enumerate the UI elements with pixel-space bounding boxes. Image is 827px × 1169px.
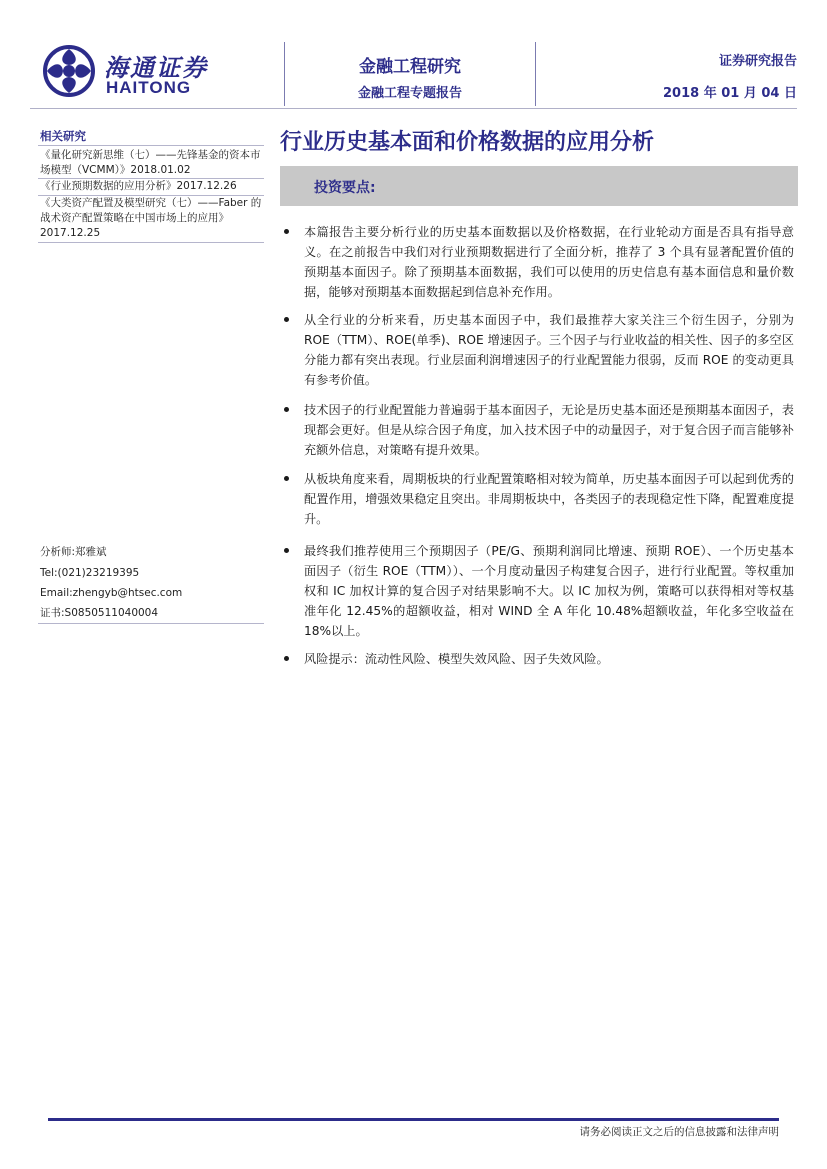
bullet-icon (284, 407, 289, 412)
key-point-text: 风险提示：流动性风险、模型失效风险、因子失效风险。 (304, 652, 609, 666)
sidebar-rule (38, 242, 264, 243)
key-points-banner (280, 166, 798, 206)
key-point-text: 本篇报告主要分析行业的历史基本面数据以及价格数据，在行业轮动方面是否具有指导意义。在之前报告中我们对行业预期数据进行了全面分析，推荐了 3 个具有显著配置价值的预期基本面因子。除了预期基本面数据，我们可以使用的历史信息有基本面信息和量价数据，能够对预期基本面数据起到信息补充作用。 (304, 225, 794, 299)
key-point (284, 400, 794, 460)
report-type: 证券研究报告 (718, 54, 797, 69)
logo-english-name: HAITONG (106, 78, 192, 97)
report-date: 2018 年 01 月 04 日 (663, 86, 797, 101)
key-point (284, 541, 794, 641)
bullet-icon (284, 476, 289, 481)
key-point (284, 469, 794, 529)
related-research-item[interactable]: 《大类资产配置及模型研究（七）——Faber 的战术资产配置策略在中国市场上的应用》2017.12.25 (40, 197, 262, 239)
report-series: 金融工程专题报告 (357, 86, 462, 101)
key-point-text: 技术因子的行业配置能力普遍弱于基本面因子，无论是历史基本面还是预期基本面因子，表现都会更好。但是从综合因子角度，加入技术因子中的动量因子，对于复合因子而言能够补充额外信息，对策略有提升效果。 (304, 403, 794, 457)
haitong-logo (42, 44, 262, 104)
sidebar-rule (38, 623, 264, 624)
analyst-cert: 证书:S0850511040004 (40, 607, 159, 619)
key-point-text: 从全行业的分析来看，历史基本面因子中，我们最推荐大家关注三个衍生因子，分别为 ROE（TTM）、ROE(单季)、ROE 增速因子。三个因子与行业收益的相关性、因子的多空区分能力都有突出表现。行业层面利润增速因子的行业配置能力很弱，反而 ROE 的变动更具有参考价值。 (304, 313, 794, 387)
related-research-title: 相关研究 (40, 129, 86, 143)
key-point-text: 最终我们推荐使用三个预期因子（PE/G、预期利润同比增速、预期 ROE）、一个历史基本面因子（衍生 ROE（TTM））、一个月度动量因子构建复合因子，进行行业配置。等权重加权和 IC 加权计算的复合因子对结果影响不大。以 IC 加权为例，策略可以获得相对等权基准年化 12.45%的超额收益，相对 WIND 全 A 年化 10.48%超额收益，年化多空收益在 18%以上。 (304, 544, 794, 638)
bullet-icon (284, 317, 289, 322)
bullet-icon (284, 229, 289, 234)
analyst-email[interactable]: Email:zhengyb@htsec.com (40, 587, 183, 599)
report-title: 行业历史基本面和价格数据的应用分析 (280, 129, 655, 155)
logo-chinese-name: 海通证券 (104, 53, 208, 82)
header-divider (535, 42, 536, 106)
header-rule (30, 108, 797, 109)
footer-disclaimer: 请务必阅读正文之后的信息披露和法律声明 (579, 1126, 779, 1138)
related-research-item[interactable]: 《量化研究新思维（七）——先锋基金的资本市场模型（VCMM）》2018.01.02 (40, 149, 261, 176)
key-point (284, 222, 794, 302)
haitong-logo-icon (42, 44, 96, 98)
bullet-icon (284, 656, 289, 661)
footer-rule (48, 1118, 779, 1121)
key-points-title: 投资要点: (314, 180, 376, 196)
analyst-tel: Tel:(021)23219395 (40, 567, 140, 579)
key-point-text: 从板块角度来看，周期板块的行业配置策略相对较为简单，历史基本面因子可以起到优秀的配置作用，增强效果稳定且突出。非周期板块中，各类因子的表现稳定性下降，配置难度提升。 (304, 472, 794, 526)
key-point (284, 649, 794, 669)
analyst-name: 分析师:郑雅斌 (40, 546, 107, 558)
bullet-icon (284, 548, 289, 553)
key-point (284, 310, 794, 390)
related-research-item[interactable]: 《行业预期数据的应用分析》2017.12.26 (40, 180, 237, 192)
department-title: 金融工程研究 (359, 57, 461, 77)
sidebar-rule (38, 145, 264, 146)
header-divider (284, 42, 285, 106)
